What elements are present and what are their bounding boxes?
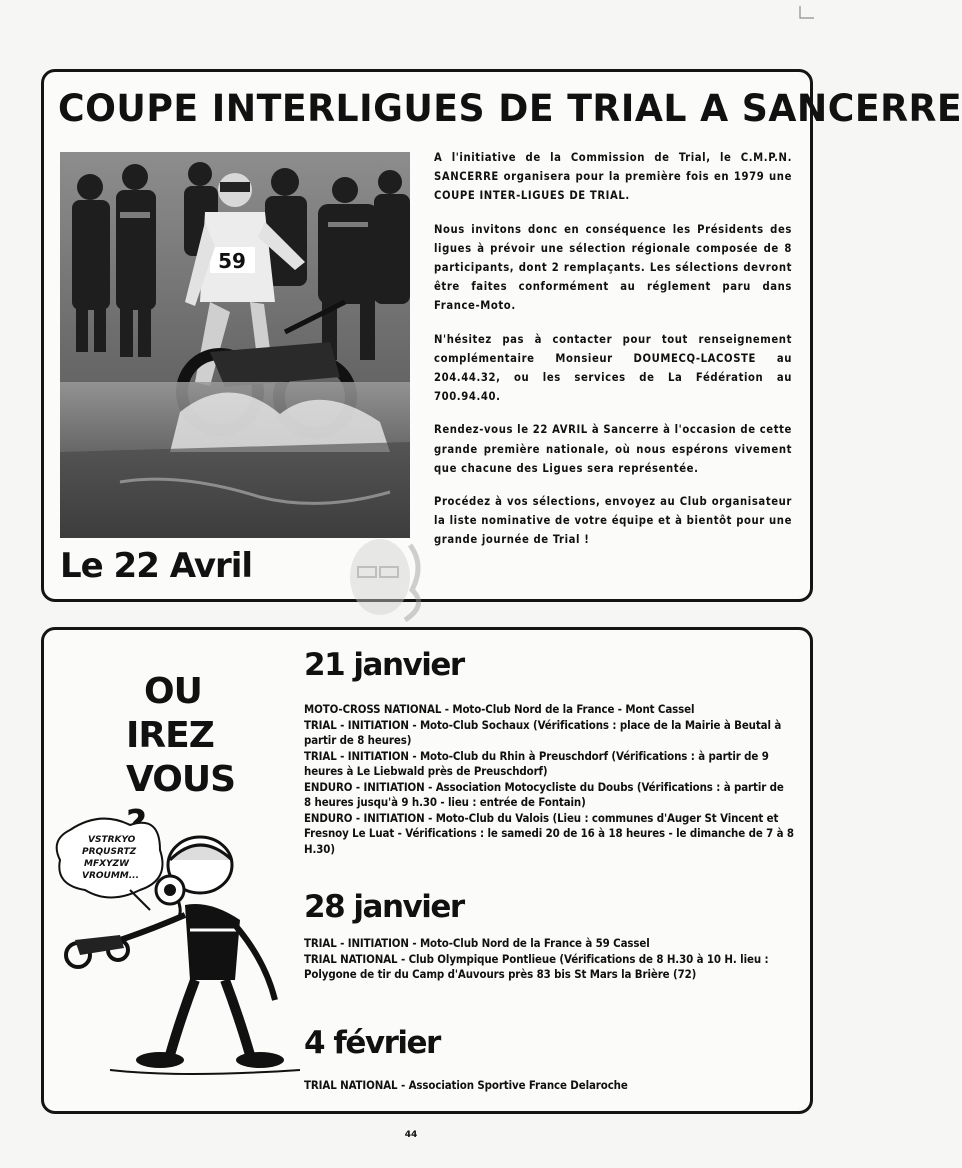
faded-portrait-stamp [300,535,430,625]
article-paragraph: Procédez à vos sélections, envoyez au Club organisateur la liste nominative de votre équipe et à bientôt pour une grande journée de Trial ! [434,495,792,547]
date-heading-21-janvier: 21 janvier [304,647,464,683]
date-heading-28-janvier: 28 janvier [304,889,464,925]
event-list [304,936,794,983]
event-item: ENDURO - INITIATION - Moto-Club du Valois (Lieu : communes d'Auger St Vincent et Fresnoy Le Luat - Vérifications : le samedi 20 de 16 à 18 heures - le dimanche de 7 à 8 H.30) [304,810,794,856]
event-date-caption: Le 22 Avril [60,546,253,586]
event-item: MOTO-CROSS NATIONAL - Moto-Club Nord de la France - Mont Cassel [304,702,695,716]
event-list [304,1078,794,1094]
event-item: TRIAL NATIONAL - Club Olympique Pontlieue (Vérifications de 8 H.30 à 10 H. lieu : Polygone de tir du Camp d'Auvours près 83 bis St Mars la Brière (72) [304,951,769,981]
article-paragraph: N'hésitez pas à contacter pour tout renseignement complémentaire Monsieur DOUMECQ-LACOSTE au 204.44.32, ou les services de La Fédération au 700.94.40. [434,332,792,404]
cartoon-motorcyclist [50,810,310,1085]
question-line: IREZ [126,715,214,756]
question-line: VOUS [126,759,235,800]
bubble-text: MFXYZW [84,859,130,869]
event-list [304,702,794,857]
trial-rider-photo [60,152,410,538]
event-item: TRIAL NATIONAL - Association Sportive France Delaroche [304,1078,628,1092]
event-item: TRIAL - INITIATION - Moto-Club Nord de la France à 59 Cassel [304,936,650,950]
date-heading-4-fevrier: 4 février [304,1025,440,1061]
article-paragraph: Nous invitons donc en conséquence les Présidents des ligues à prévoir une sélection régionale composée de 8 participants, dont 2 remplaçants. Les sélections devront être faites conformément au réglement paru dans France-Moto. [434,222,792,313]
article-body [434,148,792,564]
event-item: TRIAL - INITIATION - Moto-Club Sochaux (Vérifications : place de la Mairie à Beutal à partir de 8 heures) [304,717,782,747]
page-number: 44 [404,1130,418,1140]
page-corner-fold [798,4,816,22]
event-calendar-box [41,627,813,1114]
coupe-interligues-article [41,69,962,602]
question-line: OU [144,671,202,712]
rider-bib-number: 59 [218,249,246,273]
event-item: TRIAL - INITIATION - Moto-Club du Rhin à Preuschdorf (Vérifications : à partir de 9 heures à Le Liebwald près de Preuschdorf) [304,748,769,778]
article-headline: COUPE INTERLIGUES DE TRIAL A SANCERRE [58,87,962,130]
bubble-text: VSTRKYO [88,835,136,845]
bubble-text: PRQUSRTZ [82,847,137,857]
event-item: ENDURO - INITIATION - Association Motocycliste du Doubs (Vérifications : à partir de 8 heures jusqu'à 9 h.30 - lieu : entrée de Fontain) [304,779,784,809]
article-paragraph: A l'initiative de la Commission de Trial, le C.M.P.N. SANCERRE organisera pour la première fois en 1979 une COUPE INTER-LIGUES DE TRIAL. [434,151,792,203]
article-paragraph: Rendez-vous le 22 AVRIL à Sancerre à l'occasion de cette grande première nationale, où nous espérons vivement que chacune des Ligues sera représentée. [434,423,792,475]
bubble-text: VROUMM... [82,871,140,881]
